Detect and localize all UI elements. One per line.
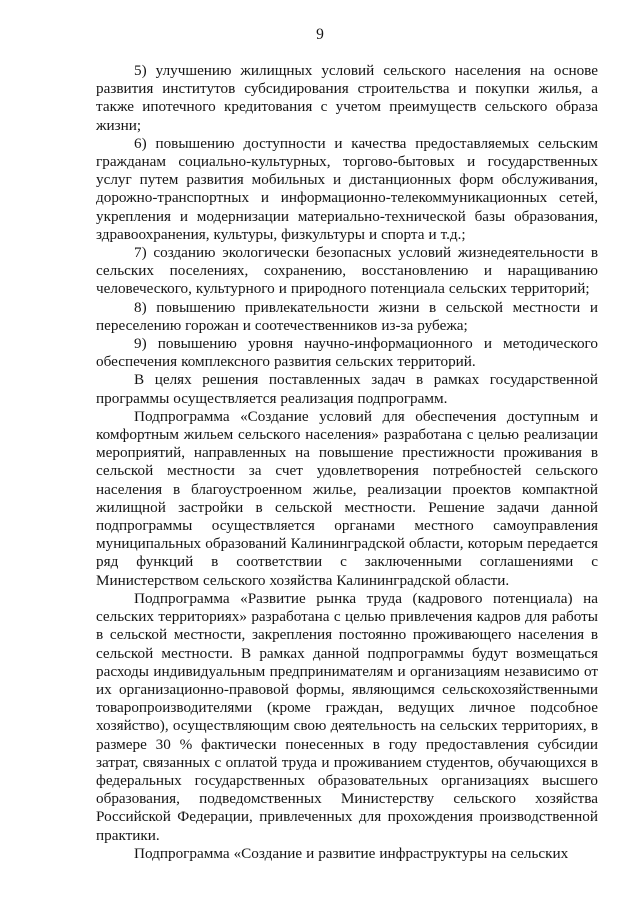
document-body	[96, 62, 598, 863]
paragraph-labor-market-subprogram: Подпрограмма «Развитие рынка труда (кадрового потенциала) на сельских территориях» разработана с целью привлечения кадров для работы в сельской местности, закрепления постоянно проживающего населения в сельской местности. В рамках данной подпрограммы будут возмещаться расходы индивидуальным предпринимателям и организациям независимо от их организационно-правовой формы, являющимся сельскохозяйственными товаропроизводителями (кроме граждан, ведущих личное подсобное хозяйство), осуществляющим свою деятельность на сельских территориях, в размере 30 % фактически понесенных в году предоставления субсидии затрат, связанных с оплатой труда и проживанием студентов, обучающихся в федеральных государственных образовательных организациях высшего образования, подведомственных Министерству сельского хозяйства Российской Федерации, привлеченных для прохождения производственной практики.	[96, 589, 598, 844]
paragraph-item-8: 8) повышению привлекательности жизни в сельской местности и переселению горожан и соотечественников из-за рубежа;	[96, 298, 598, 334]
paragraph-item-7: 7) созданию экологически безопасных условий жизнедеятельности в сельских поселениях, сохранению, восстановлению и наращиванию человеческого, культурного и природного потенциала сельских территорий;	[96, 244, 598, 298]
paragraph-infrastructure-subprogram: Подпрограмма «Создание и развитие инфраструктуры на сельских	[134, 844, 569, 862]
paragraph-item-6: 6) повышению доступности и качества предоставляемых сельским гражданам социально-культурных, торгово-бытовых и государственных услуг путем развития мобильных и дистанционных форм обслуживания, дорожно-транспортных и информационно-телекоммуникационных сетей, укрепления и модернизации материально-технической базы образования, здравоохранения, культуры, физкультуры и спорта и т.д.;	[96, 134, 598, 243]
paragraph-housing-subprogram: Подпрограмма «Создание условий для обеспечения доступным и комфортным жильем сельского населения» разработана с целью реализации мероприятий, направленных на повышение престижности проживания в сельской местности за счет удовлетворения потребностей сельского населения в благоустроенном жилье, реализации проектов компактной жилищной застройки в сельской местности. Решение задачи данной подпрограммы осуществляется органами местного самоуправления муниципальных образований Калининградской области, которым передается ряд функций в соответствии с заключенными соглашениями с Министерством сельского хозяйства Калининградской области.	[96, 407, 598, 589]
paragraph-item-9: 9) повышению уровня научно-информационного и методического обеспечения комплексного развития сельских территорий.	[96, 335, 598, 371]
page-number: 9	[316, 26, 324, 43]
paragraph-item-5: 5) улучшению жилищных условий сельского населения на основе развития институтов субсидирования строительства и покупки жилья, а также ипотечного кредитования с учетом преимуществ сельского образа жизни;	[96, 62, 598, 134]
paragraph-subprograms-intro: В целях решения поставленных задач в рамках государственной программы осуществляется реализация подпрограмм.	[96, 371, 598, 407]
